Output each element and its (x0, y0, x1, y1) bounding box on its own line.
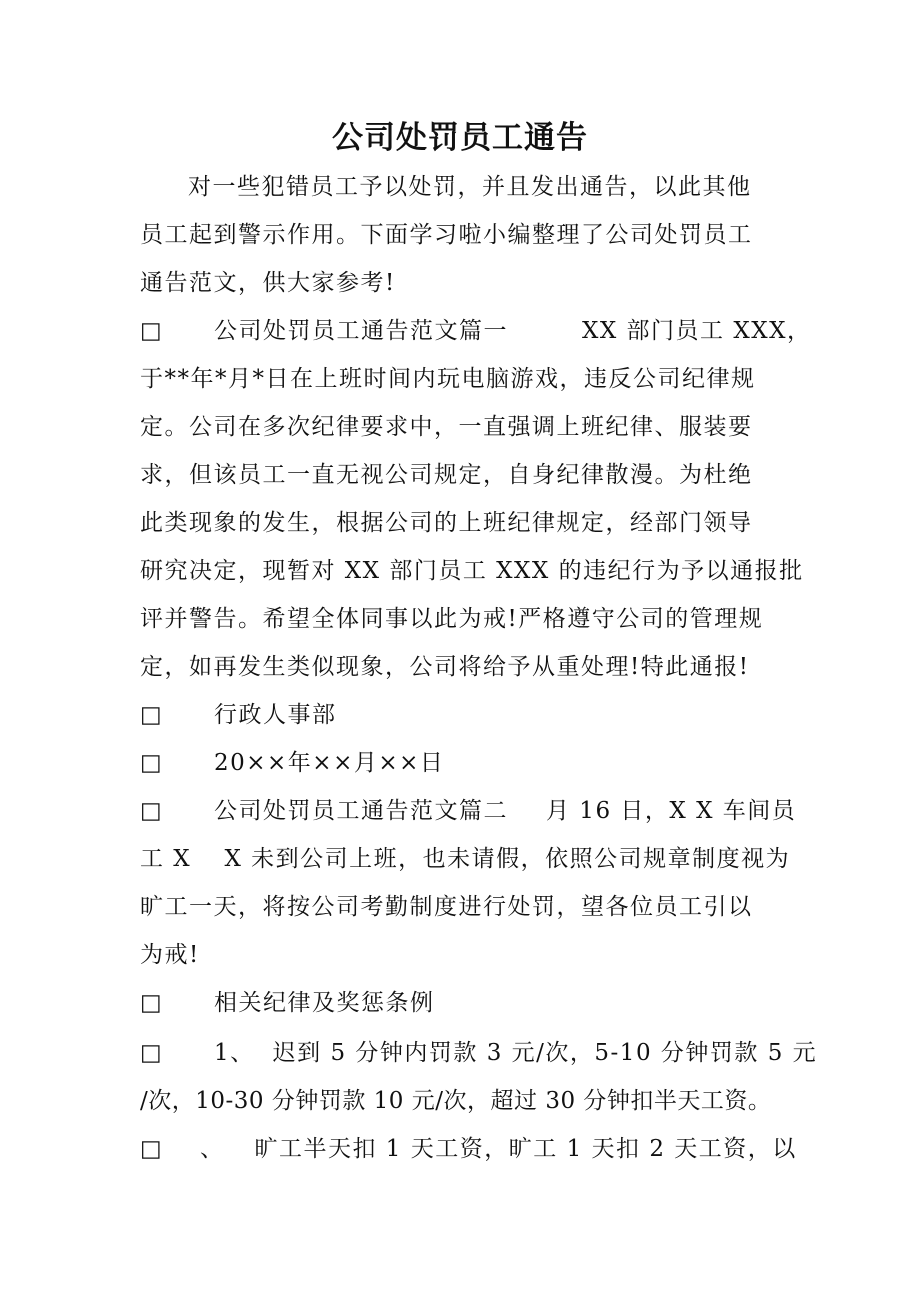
rule-item-2-number: 、 (200, 1136, 225, 1162)
checkbox-glyph: □ (140, 1136, 164, 1162)
checkbox-glyph: □ (140, 798, 164, 824)
rule-item-2-line (140, 1134, 797, 1164)
section1-body-line-1: 于**年*月*日在上班时间内玩电脑游戏，违反公司纪律规 (140, 366, 756, 392)
section1-heading: 公司处罚员工通告范文篇一 (214, 318, 508, 344)
rules-heading: 相关纪律及奖惩条例 (214, 990, 435, 1016)
intro-line-1: 对一些犯错员工予以处罚，并且发出通告，以此其他 (188, 174, 752, 200)
rule-item-1-line (140, 1038, 818, 1068)
intro-line-2: 员工起到警示作用。下面学习啦小编整理了公司处罚员工 (140, 222, 753, 248)
section1-body-line-3: 求，但该员工一直无视公司规定，自身纪律散漫。为杜绝 (140, 462, 753, 488)
checkbox-glyph: □ (140, 750, 164, 776)
rule-item-2-text: 旷工半天扣 1 天工资，旷工 1 天扣 2 天工资，以 (254, 1136, 797, 1162)
signature: 行政人事部 (214, 702, 337, 728)
section2-body-line-1: 工 X X 未到公司上班，也未请假，依照公司规章制度视为 (140, 846, 791, 872)
intro-line-3: 通告范文，供大家参考! (140, 270, 396, 296)
checkbox-glyph: □ (140, 990, 164, 1016)
section1-lead: XX 部门员工 XXX， (582, 318, 812, 344)
notice-date: 20××年××月××日 (214, 750, 445, 776)
rule-item-1-text: 迟到 5 分钟内罚款 3 元/次，5-10 分钟罚款 5 元 (272, 1040, 818, 1066)
date-line (140, 748, 790, 778)
signature-line (140, 700, 790, 730)
rule-item-1-continuation: /次，10-30 分钟罚款 10 元/次，超过 30 分钟扣半天工资。 (140, 1088, 772, 1114)
section2-heading-line (140, 796, 797, 826)
checkbox-glyph: □ (140, 1040, 164, 1066)
section2-heading: 公司处罚员工通告范文篇二 (214, 798, 508, 824)
section2-body-line-3: 为戒! (140, 942, 200, 968)
document-title: 公司处罚员工通告 (332, 120, 588, 156)
section1-body-line-5: 研究决定，现暂对 XX 部门员工 XXX 的违纪行为予以通报批 (140, 558, 804, 584)
section2-lead: 月 16 日，X X 车间员 (546, 798, 797, 824)
section1-body-line-2: 定。公司在多次纪律要求中，一直强调上班纪律、服装要 (140, 414, 753, 440)
rule-item-1-number: 1、 (214, 1040, 255, 1066)
rules-heading-line (140, 988, 790, 1018)
section1-heading-line (140, 316, 812, 346)
section1-body-line-4: 此类现象的发生，根据公司的上班纪律规定，经部门领导 (140, 510, 753, 536)
section1-body-line-7: 定，如再发生类似现象，公司将给予从重处理!特此通报! (140, 654, 750, 680)
section1-body-line-6: 评并警告。希望全体同事以此为戒!严格遵守公司的管理规 (140, 606, 764, 632)
checkbox-glyph: □ (140, 702, 164, 728)
section2-body-line-2: 旷工一天，将按公司考勤制度进行处罚，望各位员工引以 (140, 894, 753, 920)
checkbox-glyph: □ (140, 318, 164, 344)
